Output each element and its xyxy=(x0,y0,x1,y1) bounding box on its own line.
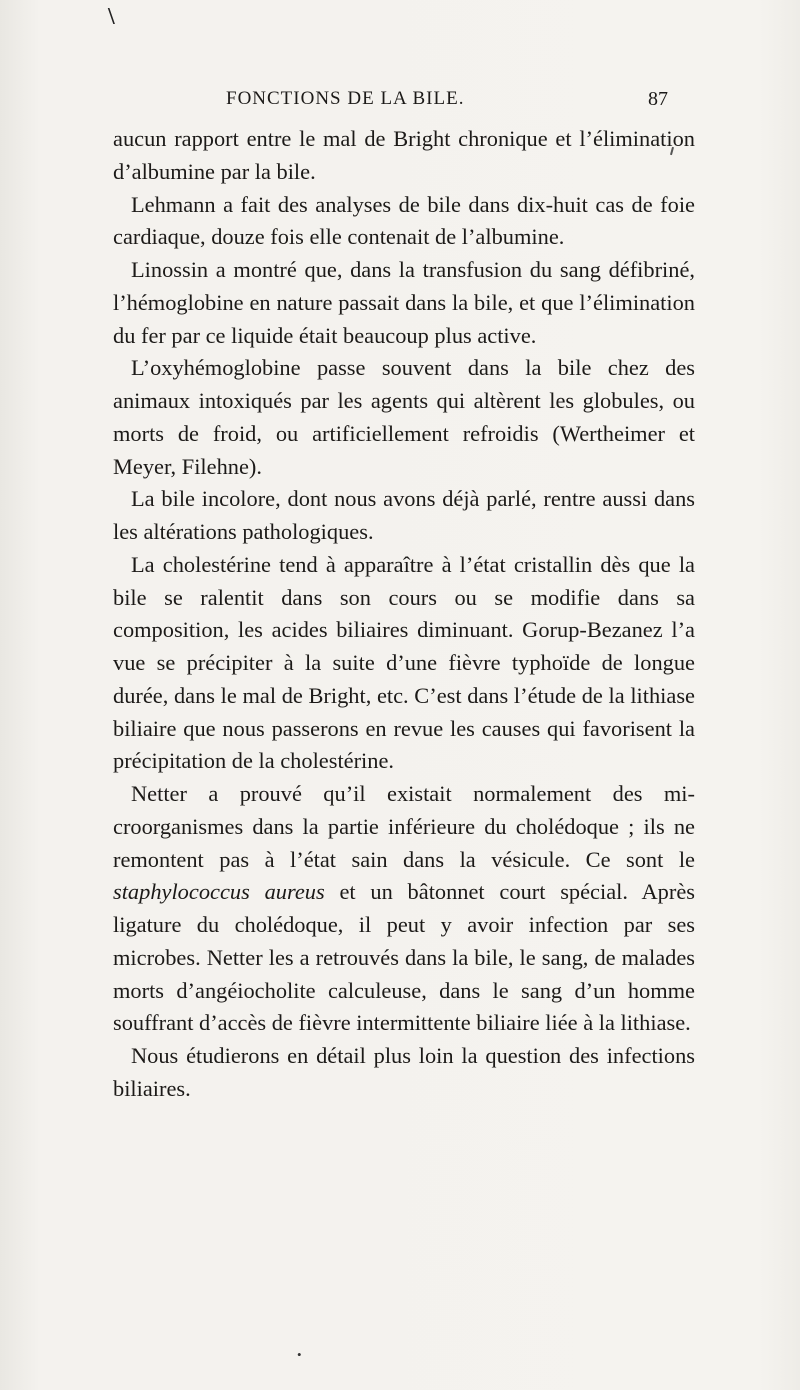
paragraph-7-part-1: Netter a prouvé qu’il existait normalement des microorganismes dans la partie inférieure du cholédoque ; ils ne remontent pas à l’état sain dans la vésicule. Ce sont le xyxy=(113,781,695,872)
running-head-title: FONCTIONS DE LA BILE. xyxy=(226,88,465,109)
page-number: 87 xyxy=(648,88,668,110)
paragraph-3: Linossin a montré que, dans la transfusion du sang défibriné, l’hémoglobine en nature passait dans la bile, et que l’élimination du fer par ce liquide était beaucoup plus active. xyxy=(113,257,695,348)
paragraph-4: L’oxyhémoglobine passe souvent dans la bile chez des animaux intoxiqués par les agents qui altèrent les globules, ou morts de froid, ou artificiellement refroidis (Wertheimer et Meyer, Filehne). xyxy=(113,355,695,479)
paragraph-6: La cholestérine tend à apparaître à l’état cristallin dès que la bile se ralentit dans son cours ou se modifie dans sa composition, les acides biliaires diminuant. Gorup-Bezanez l’a vue se précipiter à la suite d’une fièvre typhoïde de longue durée, dans le mal de Bright, etc. C’est dans l’étude de la lithiase biliaire que nous passerons en revue les causes qui favorisent la précipitation de la cholestérine. xyxy=(113,551,695,774)
paragraph-7-part-2: et un bâtonnet court spécial. Après ligature du cholédoque, il peut y avoir infection par ses microbes. Netter les a retrouvés dans la bile, le sang, de malades morts d’angéiocholite calculeuse, dans le sang d’un homme souffrant d’accès de fièvre intermittente biliaire liée à la lithiase. xyxy=(113,879,695,1036)
running-head xyxy=(0,88,800,118)
paragraph-7 xyxy=(113,778,695,1040)
bottom-mark: • xyxy=(297,1347,302,1362)
paragraph-2: Lehmann a fait des analyses de bile dans dix-huit cas de foie cardiaque, douze fois elle contenait de l’albumine. xyxy=(113,191,695,250)
paragraph-8: Nous étudierons en détail plus loin la question des infections biliaires. xyxy=(113,1043,695,1101)
corner-mark: \ xyxy=(108,4,115,30)
species-name: staphylococcus aureus xyxy=(113,879,325,905)
paragraph-1: aucun rapport entre le mal de Bright chronique et l’élimination d’albumine par la bile. xyxy=(113,126,695,184)
paragraph-5: La bile incolore, dont nous avons déjà parlé, rentre aussi dans les altérations pathologiques. xyxy=(113,486,695,544)
body-text xyxy=(113,123,695,1106)
